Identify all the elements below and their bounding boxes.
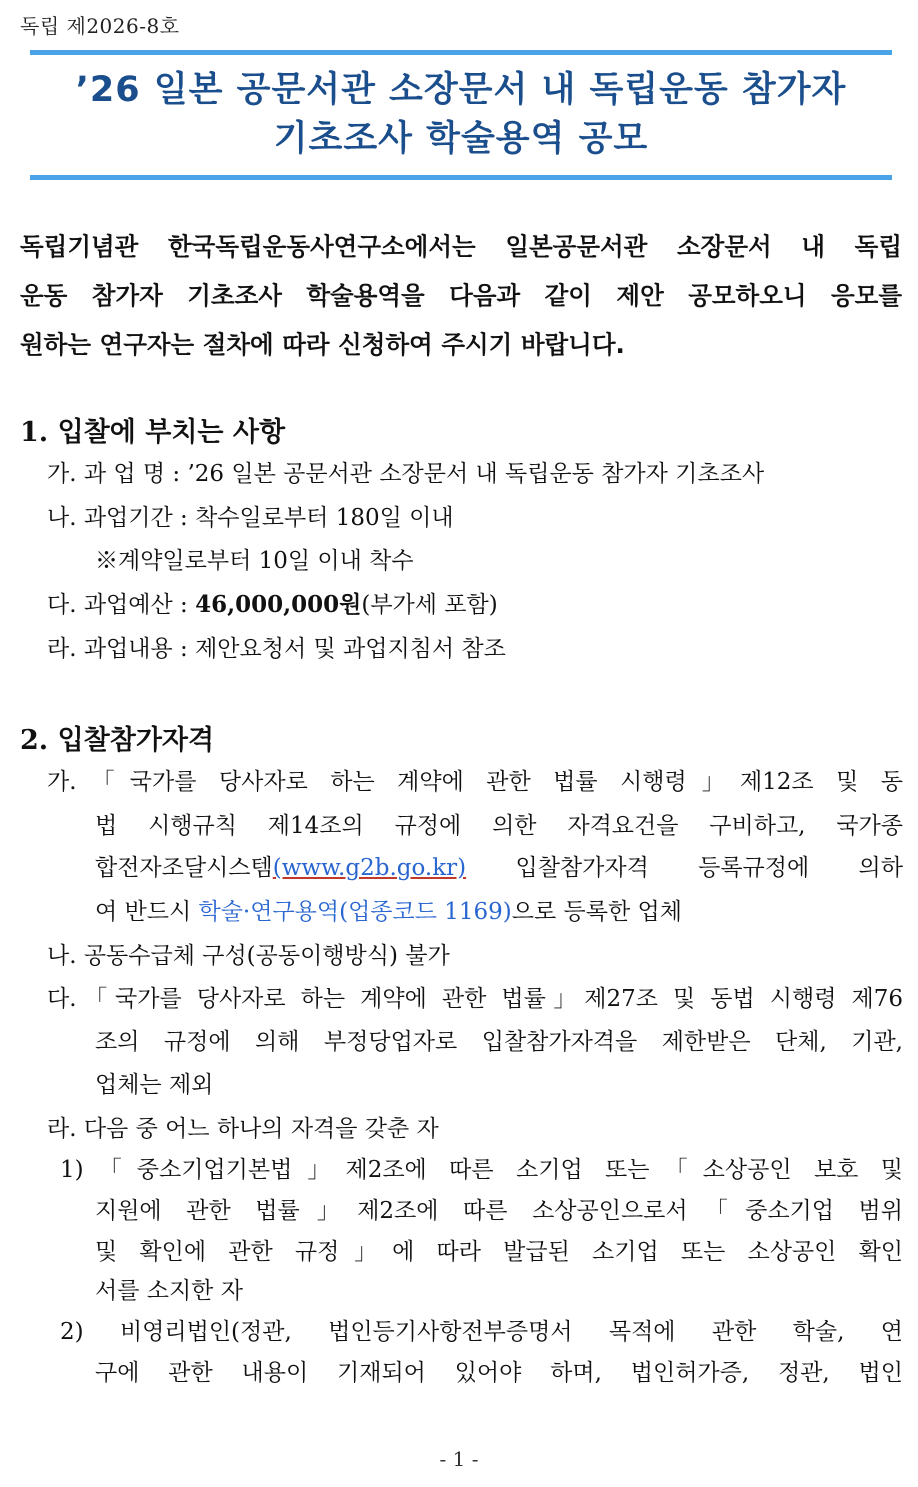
section-2-item-a-line-3 [95, 853, 903, 883]
page-number: - 1 - [439, 1447, 479, 1471]
section-2-item-a-line-4 [95, 897, 682, 927]
g2b-link[interactable]: (www.g2b.go.kr) [272, 855, 467, 881]
budget-label: 다. 과업예산 : [47, 592, 196, 618]
intro-paragraph [20, 222, 902, 369]
budget-vat-note: (부가세 포함) [361, 592, 498, 618]
section-1-item-a: 가. 과 업 명 : ’26 일본 공문서관 소장문서 내 독립운동 참가자 기초조사 [47, 461, 765, 487]
g2b-suffix: 입찰참가자격 등록규정에 의하 [466, 855, 903, 881]
industry-code-highlight: 학술·연구용역(업종코드 1169) [198, 899, 512, 925]
intro-line-2: 운동 참가자 기초조사 학술용역을 다음과 같이 제안 공모하오니 응모를 [20, 281, 902, 310]
budget-amount: 46,000,000원 [195, 591, 362, 618]
section-1-item-c [47, 590, 498, 620]
title-line-1: ’26 일본 공문서관 소장문서 내 독립운동 참가자 [75, 70, 847, 110]
document-number: 독립 제2026-8호 [20, 14, 180, 38]
section-2-item-c-line-1: 다.「국가를 당사자로 하는 계약에 관한 법률」제27조 및 동법 시행령 제76 [47, 986, 903, 1012]
section-2-item-d1-line-1: 1)「중소기업기본법」제2조에 따른 소기업 또는「소상공인 보호 및 [60, 1157, 903, 1183]
title-top-rule [30, 50, 892, 55]
title-bottom-rule [30, 175, 892, 180]
g2b-system-name: 합전자조달시스템 [95, 855, 273, 881]
document-title [30, 66, 892, 164]
section-2-item-c-line-3: 업체는 제외 [95, 1072, 214, 1098]
section-2-item-d1-line-2: 지원에 관한 법률」제2조에 따른 소상공인으로서「중소기업 범위 [95, 1198, 903, 1224]
intro-line-3: 원하는 연구자는 절차에 따라 신청하여 주시기 바랍니다. [20, 330, 625, 359]
section-1-item-b-note: ※계약일로부터 10일 이내 착수 [95, 548, 414, 574]
line-4-prefix: 여 반드시 [95, 899, 199, 925]
section-1-heading: 1. 입찰에 부치는 사항 [20, 417, 286, 448]
section-2-item-b: 나. 공동수급체 구성(공동이행방식) 불가 [47, 943, 450, 969]
section-2-item-a-line-1: 가.「국가를 당사자로 하는 계약에 관한 법률 시행령」제12조 및 동 [47, 769, 903, 795]
section-2-item-d1-line-3: 및 확인에 관한 규정」에 따라 발급된 소기업 또는 소상공인 확인 [95, 1239, 903, 1265]
title-line-2: 기초조사 학술용역 공모 [273, 119, 649, 159]
section-2-item-d2-line-2: 구에 관한 내용이 기재되어 있어야 하며, 법인허가증, 정관, 법인 [95, 1360, 903, 1386]
intro-line-1: 독립기념관 한국독립운동사연구소에서는 일본공문서관 소장문서 내 독립 [20, 232, 902, 261]
section-2-item-c-line-2: 조의 규정에 의해 부정당업자로 입찰참가자격을 제한받은 단체, 기관, [95, 1029, 903, 1055]
section-1-item-d: 라. 과업내용 : 제안요청서 및 과업지침서 참조 [47, 636, 506, 662]
section-1-item-b: 나. 과업기간 : 착수일로부터 180일 이내 [47, 505, 454, 531]
section-2-heading: 2. 입찰참가자격 [20, 725, 215, 756]
section-2-item-d1-line-4: 서를 소지한 자 [95, 1278, 243, 1304]
section-2-item-a-line-2: 법 시행규칙 제14조의 규정에 의한 자격요건을 구비하고, 국가종 [95, 813, 903, 839]
section-2-item-d: 라. 다음 중 어느 하나의 자격을 갖춘 자 [47, 1116, 439, 1142]
line-4-suffix: 으로 등록한 업체 [511, 899, 682, 925]
section-2-item-d2-line-1: 2) 비영리법인(정관, 법인등기사항전부증명서 목적에 관한 학술, 연 [60, 1319, 903, 1345]
